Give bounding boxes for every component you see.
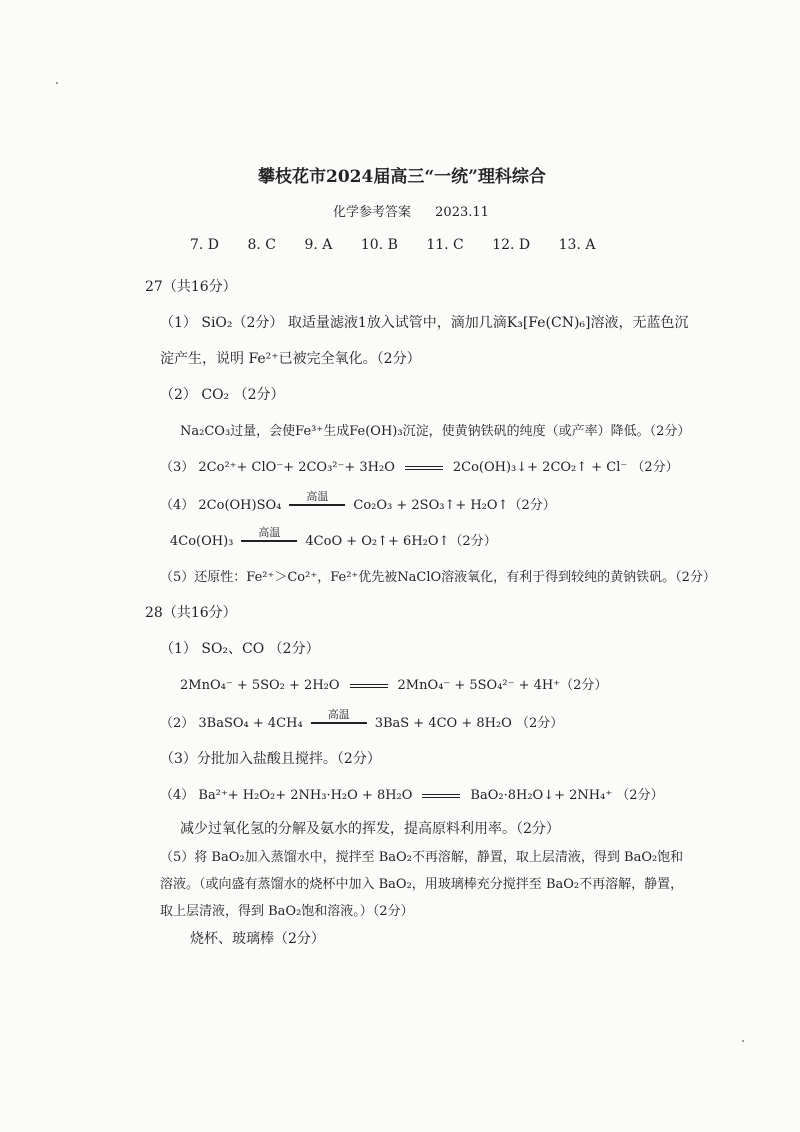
q27-p2: （2） CO₂ （2分） (160, 387, 285, 403)
q28-equation-1 (180, 674, 607, 693)
answer-item: 11. C (426, 237, 464, 253)
equation-right: Co₂O₃ + 2SO₃↑+ H₂O↑（2分） (353, 498, 556, 513)
q28-p5d: 烧杯、玻璃棒（2分） (190, 931, 325, 947)
q28-heading: 28（共16分） (145, 605, 237, 621)
q28-p5c: 取上层清液，得到 BaO₂饱和溶液。）（2分） (160, 904, 414, 919)
reaction-arrow (289, 489, 345, 508)
q28-equation-4 (160, 784, 664, 803)
subject-label: 化学参考答案 (333, 205, 412, 220)
answer-item: 8. C (247, 237, 277, 253)
equals-sign (422, 794, 460, 798)
reaction-arrow (241, 525, 297, 544)
q27-p5: （5）还原性：Fe²⁺＞Co²⁺，Fe²⁺优先被NaClO溶液氧化，有利于得到较纯的黄钠铁矾。（2分） (160, 570, 716, 585)
equation-left: 2MnO₄⁻ + 5SO₂ + 2H₂O (180, 678, 340, 693)
page-title: 攀枝花市2024届高三“一统”理科综合 (258, 167, 546, 187)
equals-sign (350, 684, 388, 688)
answer-item: 10. B (360, 237, 398, 253)
reaction-arrow (311, 707, 367, 726)
q28-p3: （3）分批加入盐酸且搅拌。（2分） (160, 751, 381, 767)
equation-right: 2Co(OH)₃↓+ 2CO₂↑ + Cl⁻ （2分） (452, 460, 679, 475)
equation-left: （3） 2Co²⁺+ ClO⁻+ 2CO₃²⁻+ 3H₂O (160, 460, 395, 475)
answer-item: 12. D (492, 237, 531, 253)
q27-equation-3 (160, 456, 679, 475)
condition-label: 高温 (306, 489, 329, 503)
answer-item: 7. D (190, 237, 220, 253)
condition-label: 高温 (258, 525, 281, 539)
equation-right: 3BaS + 4CO + 8H₂O （2分） (374, 716, 564, 731)
q28-p5a: （5）将 BaO₂加入蒸馏水中，搅拌至 BaO₂不再溶解，静置，取上层清液，得到 BaO₂饱和 (160, 850, 684, 865)
equation-right: 2MnO₄⁻ + 5SO₄²⁻ + 4H⁺（2分） (397, 678, 608, 693)
scan-speck (742, 1040, 744, 1042)
scan-speck (56, 82, 58, 84)
q27-equation-4a (160, 489, 556, 513)
q27-p2b: Na₂CO₃过量，会使Fe³⁺生成Fe(OH)₃沉淀，使黄钠铁矾的纯度（或产率）降低。（2分） (180, 424, 691, 439)
answer-item: 9. A (304, 237, 333, 253)
q28-p5b: 溶液。（或向盛有蒸馏水的烧杯中加入 BaO₂，用玻璃棒充分搅拌至 BaO₂不再溶解，静置， (160, 877, 684, 892)
q28-equation-2 (160, 707, 564, 731)
multiple-choice-answers (190, 237, 619, 253)
equation-right: 4CoO + O₂↑+ 6H₂O↑（2分） (305, 534, 497, 549)
equation-right: BaO₂·8H₂O↓+ 2NH₄⁺ （2分） (470, 788, 664, 803)
date-label: 2023.11 (435, 205, 489, 220)
q27-heading: 27（共16分） (145, 279, 237, 295)
equation-left: （4） 2Co(OH)SO₄ (160, 498, 282, 513)
q28-p1: （1） SO₂、CO （2分） (160, 641, 320, 657)
condition-label: 高温 (327, 707, 350, 721)
q27-equation-4b (170, 525, 497, 549)
subtitle (333, 201, 489, 220)
q27-p1b: 淀产生，说明 Fe²⁺已被完全氧化。（2分） (160, 351, 421, 367)
equals-sign (405, 466, 443, 470)
q28-p4b: 减少过氧化氢的分解及氨水的挥发，提高原料利用率。（2分） (180, 821, 560, 837)
equation-left: （2） 3BaSO₄ + 4CH₄ (160, 716, 303, 731)
q27-p1a: （1） SiO₂（2分） 取适量滤液1放入试管中，滴加几滴K₃[Fe(CN)₆]溶液，无蓝色沉 (160, 315, 689, 331)
equation-left: 4Co(OH)₃ (170, 534, 234, 549)
equation-left: （4） Ba²⁺+ H₂O₂+ 2NH₃·H₂O + 8H₂O (160, 788, 413, 803)
answer-item: 13. A (558, 237, 596, 253)
